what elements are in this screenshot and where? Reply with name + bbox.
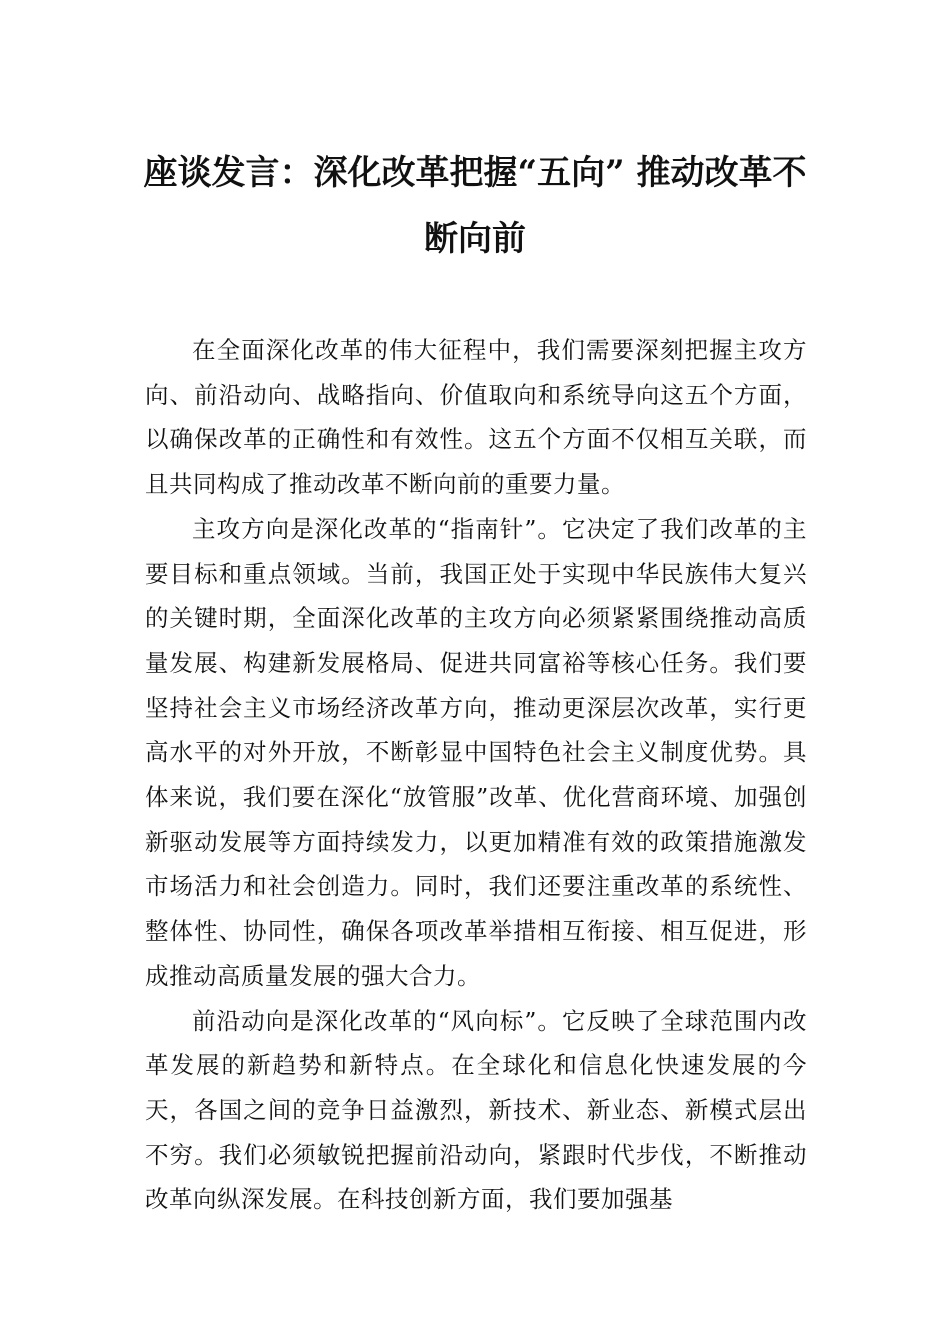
document-title: 座谈发言：深化改革把握“五向” 推动改革不断向前: [143, 153, 807, 259]
paragraph: 前沿动向是深化改革的“风向标”。它反映了全球范围内改革发展的新趋势和新特点。在全球化和信息化快速发展的今天，各国之间的竞争日益激烈，新技术、新业态、新模式层出不穷。我们必须敏锐把握前沿动向，紧跟时代步伐，不断推动改革向纵深发展。在科技创新方面，我们要加强基: [145, 1006, 807, 1214]
paragraph: 主攻方向是深化改革的“指南针”。它决定了我们改革的主要目标和重点领域。当前，我国正处于实现中华民族伟大复兴的关键时期，全面深化改革的主攻方向必须紧紧围绕推动高质量发展、构建新发展格局、促进共同富裕等核心任务。我们要坚持社会主义市场经济改革方向，推动更深层次改革，实行更高水平的对外开放，不断彰显中国特色社会主义制度优势。具体来说，我们要在深化“放管服”改革、优化营商环境、加强创新驱动发展等方面持续发力，以更加精准有效的政策措施激发市场活力和社会创造力。同时，我们还要注重改革的系统性、整体性、协同性，确保各项改革举措相互衔接、相互促进，形成推动高质量发展的强大合力。: [145, 514, 807, 990]
document-body: [145, 328, 807, 1222]
paragraph: 在全面深化改革的伟大征程中，我们需要深刻把握主攻方向、前沿动向、战略指向、价值取向和系统导向这五个方面，以确保改革的正确性和有效性。这五个方面不仅相互关联，而且共同构成了推动改革不断向前的重要力量。: [145, 336, 807, 499]
